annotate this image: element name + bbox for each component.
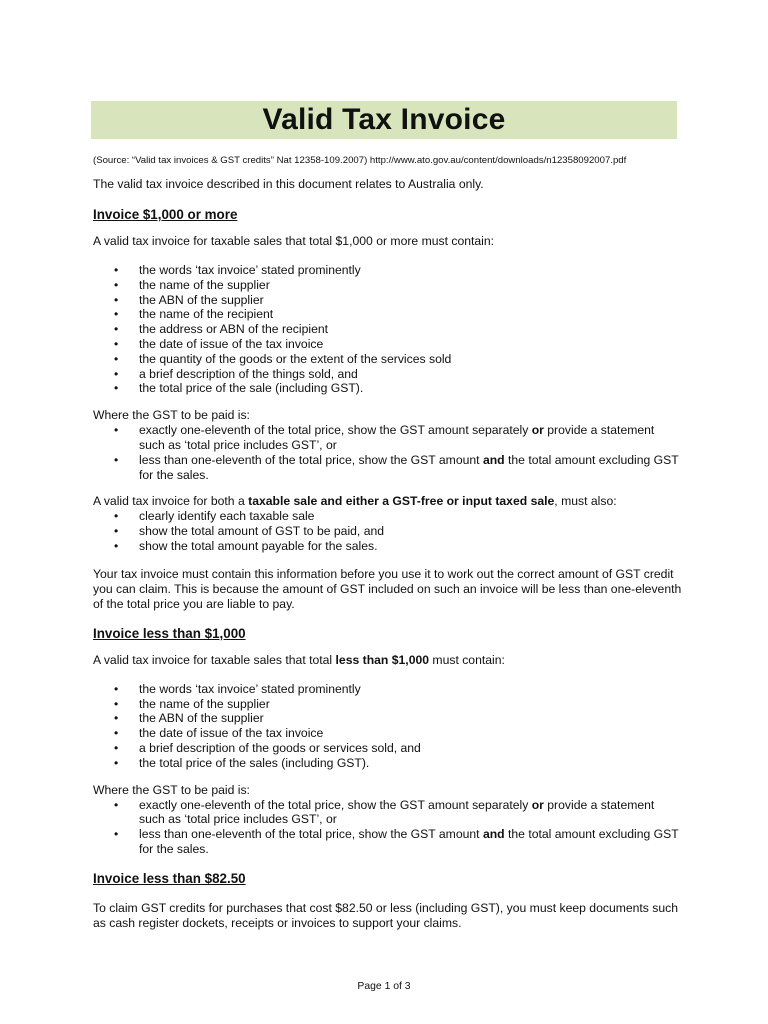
list-item: • the date of issue of the tax invoice [93, 337, 683, 352]
section2-gst-lead: Where the GST to be paid is: [93, 782, 250, 797]
list-item: • show the total amount payable for the sales. [93, 539, 683, 554]
document-title: Valid Tax Invoice [262, 103, 506, 136]
page-number: Page 1 of 3 [357, 981, 411, 992]
list-item: • the total price of the sales (including GST). [93, 756, 683, 771]
section1-mixed-lead: A valid tax invoice for both a taxable sale and either a GST-free or input taxed sale, must also: [93, 494, 617, 509]
source-citation: (Source: “Valid tax invoices & GST credits” Nat 12358-109.2007) http://www.ato.gov.au/content/downloads/n12358092007.pdf [93, 155, 627, 166]
list-item: • the name of the supplier [93, 697, 683, 712]
section1-closing-paragraph: Your tax invoice must contain this information before you use it to work out the correct amount of GST credit you can claim. This is because the amount of GST included on such an invoice will be less than one-eleventh of the total price you are liable to pay. [93, 566, 682, 611]
list-item: • the name of the supplier [93, 278, 683, 293]
section1-requirements-list [93, 263, 683, 396]
list-item: • less than one-eleventh of the total price, show the GST amount and the total amount excluding GST for the sales. [93, 827, 683, 857]
list-item: • less than one-eleventh of the total price, show the GST amount and the total amount excluding GST for the sales. [93, 453, 683, 483]
title-banner [91, 101, 677, 139]
list-item: • a brief description of the things sold, and [93, 367, 683, 382]
intro-paragraph: The valid tax invoice described in this document relates to Australia only. [93, 177, 484, 191]
section1-lead: A valid tax invoice for taxable sales that total $1,000 or more must contain: [93, 234, 495, 248]
list-item: • the address or ABN of the recipient [93, 322, 683, 337]
list-item: • the ABN of the supplier [93, 293, 683, 308]
section2-requirements-list [93, 682, 683, 771]
list-item: • the words ‘tax invoice’ stated prominently [93, 682, 683, 697]
section2-lead: A valid tax invoice for taxable sales that total less than $1,000 must contain: [93, 652, 505, 667]
list-item: • the name of the recipient [93, 307, 683, 322]
list-item: • the date of issue of the tax invoice [93, 726, 683, 741]
list-item: • show the total amount of GST to be paid, and [93, 524, 683, 539]
list-item: • the total price of the sale (including GST). [93, 381, 683, 396]
list-item: • the quantity of the goods or the extent of the services sold [93, 352, 683, 367]
section2-gst-list [93, 798, 683, 857]
section-heading-1000-or-more: Invoice $1,000 or more [93, 207, 238, 222]
list-item: • the words ‘tax invoice’ stated prominently [93, 263, 683, 278]
section-heading-less-than-1000: Invoice less than $1,000 [93, 625, 246, 641]
section1-mixed-list [93, 509, 683, 553]
list-item: • clearly identify each taxable sale [93, 509, 683, 524]
list-item: • the ABN of the supplier [93, 711, 683, 726]
section1-gst-lead: Where the GST to be paid is: [93, 408, 250, 423]
list-item: • exactly one-eleventh of the total price, show the GST amount separately or provide a statement such as ‘total price includes GST’, or [93, 798, 683, 828]
list-item: • a brief description of the goods or services sold, and [93, 741, 683, 756]
document-body [93, 154, 683, 931]
list-item: • exactly one-eleventh of the total price, show the GST amount separately or provide a statement such as ‘total price includes GST’, or [93, 423, 683, 453]
section1-gst-list [93, 423, 683, 482]
section3-body: To claim GST credits for purchases that cost $82.50 or less (including GST), you must keep documents such as cash register dockets, receipts or invoices to support your claims. [93, 900, 679, 930]
section-heading-less-than-82-50: Invoice less than $82.50 [93, 870, 246, 886]
